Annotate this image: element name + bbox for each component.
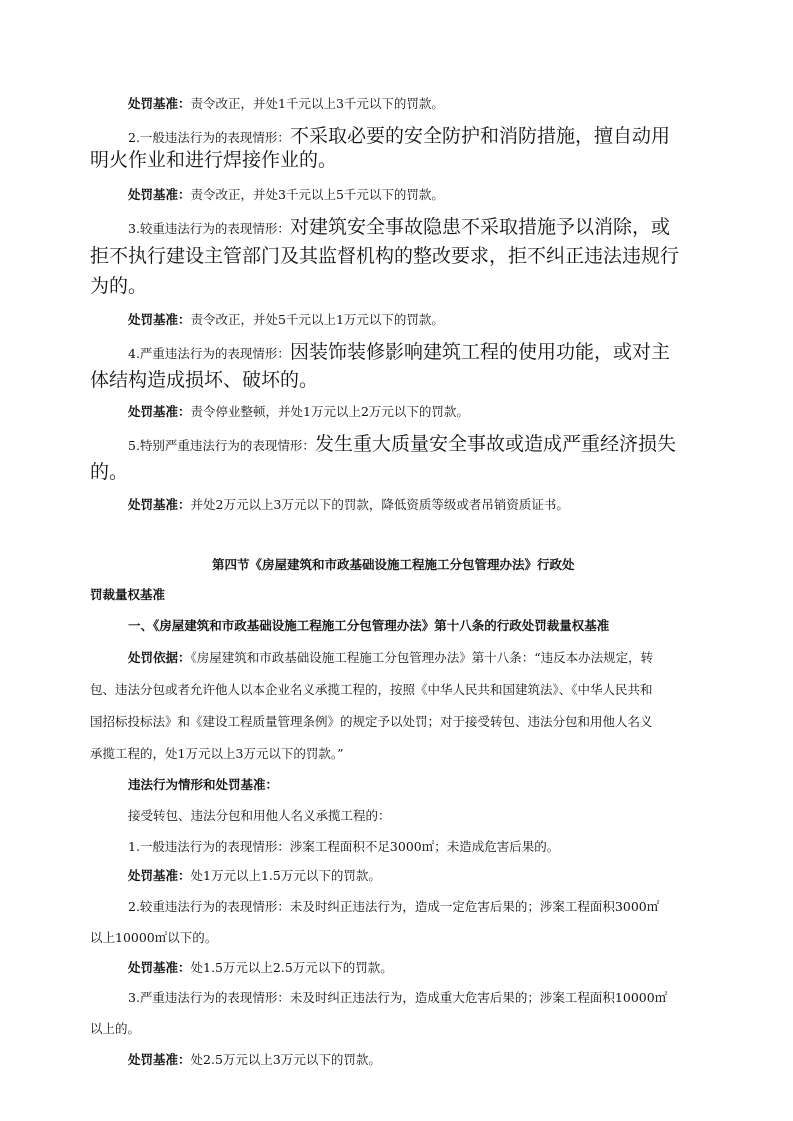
basis-text: 处1.5万元以上2.5万元以下的罚款。 (190, 960, 393, 975)
penalty-legal-basis-line-1 (128, 648, 653, 668)
item-3-continuation-2: 为的。 (90, 275, 148, 297)
section-heading-line-2: 罚裁量权基准 (90, 587, 166, 602)
basis-text: 责令改正，并处5千元以上1万元以下的罚款。 (190, 312, 444, 327)
item-text: 发生重大质量安全事故或造成严重经济损失 (314, 433, 676, 455)
penalty-legal-basis-line-3: 国招标投标法》和《建设工程质量管理条例》的规定予以处罚；对于接受转包、违法分包和用他人名义 (90, 714, 653, 729)
item-2-continuation: 明火作业和进行焊接作业的。 (90, 149, 338, 171)
basis-label: 处罚基准： (128, 960, 191, 975)
situation-item-3-line-2: 以上的。 (90, 1021, 141, 1036)
penalty-legal-basis-line-2: 包、违法分包或者允许他人以本企业名义承揽工程的，按照《中华人民共和国建筑法》、《中华人民共和 (90, 682, 653, 697)
situation-item-3-line-1: 3.严重违法行为的表现情形：未及时纠正违法行为，造成重大危害后果的；涉案工程面积10000㎡ (128, 990, 668, 1005)
section-heading-line-1: 第四节《房屋建筑和市政基础设施工程施工分包管理办法》行政处 (212, 557, 575, 572)
basis-label: 处罚基准： (128, 497, 191, 512)
penalty-basis-3 (128, 310, 444, 330)
basis-text: 处1万元以上1.5万元以下的罚款。 (190, 868, 381, 883)
situation-item-1-basis (128, 866, 381, 886)
subsection-heading: 一、《房屋建筑和市政基础设施工程施工分包管理办法》第十八条的行政处罚裁量权基准 (128, 618, 610, 633)
item-label: 5.特别严重违法行为的表现情形： (128, 438, 315, 453)
situations-intro: 接受转包、违法分包和用他人名义承揽工程的： (128, 808, 391, 823)
basis-label: 处罚基准： (128, 404, 191, 419)
basis-label: 处罚基准： (128, 868, 191, 883)
item-3-first-line (128, 213, 670, 241)
item-text: 不采取必要的安全防护和消防措施，擅自动用 (289, 125, 670, 147)
situation-item-3-basis (128, 1050, 381, 1070)
basis-text: 责令改正，并处1千元以上3千元以下的罚款。 (190, 96, 444, 111)
penalty-basis-4 (128, 402, 469, 422)
situation-item-1: 1.一般违法行为的表现情形：涉案工程面积不足3000㎡；未造成危害后果的。 (128, 839, 560, 854)
item-3-continuation-1: 拒不执行建设主管部门及其监督机构的整改要求，拒不纠正违法违规行 (90, 245, 680, 267)
basis-text: 《房屋建筑和市政基础设施工程施工分包管理办法》第十八条：“违反本办法规定，转 (190, 650, 654, 665)
situation-item-2-line-1: 2.较重违法行为的表现情形：未及时纠正违法行为，造成一定危害后果的；涉案工程面积3000㎡ (128, 899, 660, 914)
basis-text: 责令停业整顿，并处1万元以上2万元以下的罚款。 (190, 404, 469, 419)
penalty-basis-5 (128, 495, 569, 515)
basis-label: 处罚基准： (128, 312, 191, 327)
item-label: 3.较重违法行为的表现情形： (128, 221, 290, 236)
basis-label: 处罚基准： (128, 1052, 191, 1067)
basis-label: 处罚基准： (128, 96, 191, 111)
basis-text: 处2.5万元以上3万元以下的罚款。 (190, 1052, 381, 1067)
penalty-basis-2 (128, 185, 444, 205)
situations-title: 违法行为情形和处罚基准： (128, 777, 279, 792)
item-text: 对建筑安全事故隐患不采取措施予以消除，或 (289, 216, 670, 238)
situation-item-2-basis (128, 958, 393, 978)
item-5-first-line (128, 430, 676, 458)
item-label: 4.严重违法行为的表现情形： (128, 346, 290, 361)
penalty-basis-1 (128, 94, 444, 114)
penalty-legal-basis-line-4: 承揽工程的，处1万元以上3万元以下的罚款。” (90, 746, 344, 761)
basis-label: 处罚基准： (128, 187, 191, 202)
basis-text: 并处2万元以上3万元以下的罚款，降低资质等级或者吊销资质证书。 (190, 497, 569, 512)
situation-item-2-line-2: 以上10000㎡以下的。 (90, 930, 218, 945)
basis-label: 处罚依据： (128, 650, 191, 665)
item-text: 因装饰装修影响建筑工程的使用功能，或对主 (289, 341, 670, 363)
basis-text: 责令改正，并处3千元以上5千元以下的罚款。 (190, 187, 444, 202)
item-5-continuation: 的。 (90, 461, 129, 483)
item-4-continuation: 体结构造成损坏、破坏的。 (90, 369, 319, 391)
item-4-first-line (128, 338, 670, 366)
item-label: 2.一般违法行为的表现情形： (128, 130, 290, 145)
